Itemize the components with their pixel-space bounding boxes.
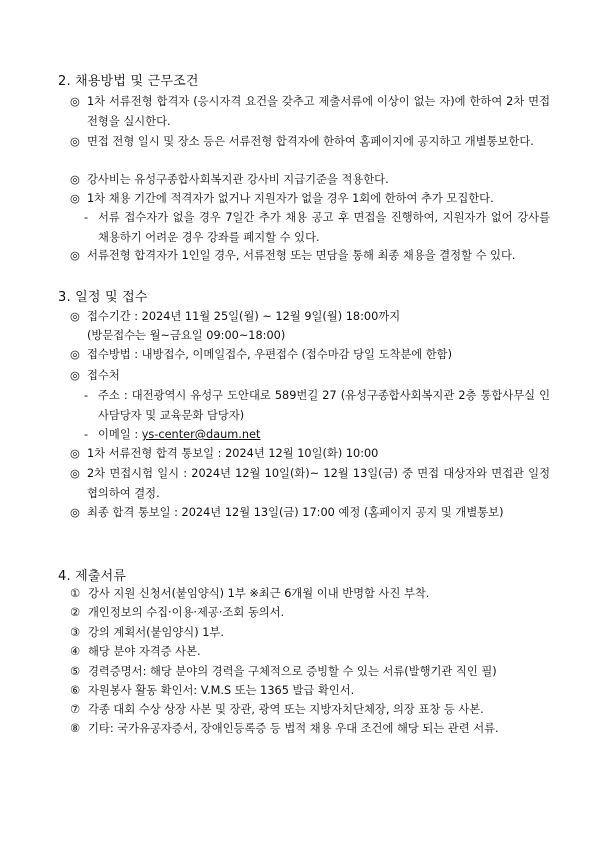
s4-item-1-text: 강사 지원 신청서(붙임양식) 1부 ※최근 6개월 이내 반명함 사진 부착.: [88, 587, 430, 600]
s2-item-2: [70, 132, 550, 152]
bullet-marker: ◎: [70, 369, 80, 382]
s3-interview: [70, 464, 550, 504]
s2-item-2-text: 면접 전형 일시 및 장소 등은 서류전형 합격자에 한하여 홈페이지에 공지하고 개별통보한다.: [87, 135, 534, 148]
bullet-marker: ◎: [70, 135, 80, 148]
bullet-marker: ◎: [70, 95, 80, 108]
s3-email-label: 이메일 :: [98, 428, 142, 441]
dash-marker: -: [84, 389, 89, 402]
s3-address: [84, 386, 550, 426]
s2-item-3: [70, 170, 550, 190]
section-2-title: 2. 채용방법 및 근무조건: [58, 74, 199, 89]
s2-sub-item-text: 서류 접수자가 없을 경우 7일간 추가 채용 공고 후 면접을 진행하여, 지원자가 없어 강사를 채용하기 어려운 경우 강좌를 폐지할 수 있다.: [98, 211, 550, 244]
s2-item-5: [70, 246, 550, 266]
number-marker: ②: [70, 606, 81, 619]
s4-item-8-text: 기타: 국가유공자증서, 장애인등록증 등 법적 채용 우대 조건에 해당 되는 관련 서류.: [88, 722, 499, 735]
s4-item-2-text: 개인정보의 수집·이용·제공·조회 동의서.: [88, 606, 285, 619]
s4-item-5: [70, 662, 497, 682]
s4-item-4: [70, 642, 201, 662]
s3-interview-text: 2차 면접시험 일시 : 2024년 12월 10일(화)~ 12월 13일(금) 중 면접 대상자와 면접관 일정 협의하여 결정.: [87, 467, 550, 500]
s3-first-notice: [70, 444, 550, 464]
s4-item-5-text: 경력증명서: 해당 분야의 경력을 구체적으로 증빙할 수 있는 서류(발행기관 직인 필): [88, 665, 497, 678]
s2-sub-item: [84, 208, 550, 248]
number-marker: ①: [70, 587, 81, 600]
s4-item-3-text: 강의 계획서(붙임양식) 1부.: [88, 626, 224, 639]
bullet-marker: ◎: [70, 173, 80, 186]
s3-period-text: 접수기간 : 2024년 11월 25일(월) ~ 12월 9일(월) 18:00까지: [87, 310, 401, 323]
bullet-marker: ◎: [70, 447, 80, 460]
s2-item-5-text: 서류전형 합격자가 1인일 경우, 서류전형 또는 면담을 통해 최종 채용을 결정할 수 있다.: [87, 249, 516, 262]
bullet-marker: ◎: [70, 506, 80, 519]
dash-marker: -: [84, 428, 89, 441]
section-3-title: 3. 일정 및 접수: [58, 290, 148, 305]
s3-place-text: 접수처: [87, 369, 120, 382]
s2-item-3-text: 강사비는 유성구종합사회복지관 강사비 지급기준을 적용한다.: [87, 173, 389, 186]
s4-item-1: [70, 584, 429, 604]
bullet-marker: ◎: [70, 192, 80, 205]
s3-place: [70, 366, 550, 386]
bullet-marker: ◎: [70, 310, 80, 323]
s3-first-notice-text: 1차 서류전형 합격 통보일 : 2024년 12월 10일(화) 10:00: [87, 447, 379, 460]
s4-item-3: [70, 623, 224, 643]
number-marker: ③: [70, 626, 81, 639]
s2-item-4-text: 1차 채용 기간에 적격자가 없거나 지원자가 없을 경우 1회에 한하여 추가 모집한다.: [87, 192, 494, 205]
s4-item-8: [70, 719, 499, 739]
number-marker: ⑥: [70, 684, 81, 697]
s3-final-notice: [70, 503, 550, 523]
s2-item-1-text: 1차 서류전형 합격자 (응시자격 요건을 갖추고 제출서류에 이상이 없는 자)에 한하여 2차 면접전형을 실시한다.: [87, 95, 550, 128]
bullet-marker: ◎: [70, 249, 80, 262]
s4-item-7-text: 각종 대회 수상 상장 사본 및 장관, 광역 또는 지방자치단체장, 의장 표창 등 사본.: [88, 703, 484, 716]
s4-item-6: [70, 681, 354, 701]
s4-item-7: [70, 700, 484, 720]
s2-item-1: [70, 92, 550, 132]
number-marker: ⑤: [70, 665, 81, 678]
s3-address-text: 주소 : 대전광역시 유성구 도안대로 589번길 27 (유성구종합사회복지관 2층 통합사무실 인사담당자 및 교육문화 담당자): [98, 389, 550, 422]
bullet-marker: ◎: [70, 467, 80, 480]
dash-marker: -: [84, 211, 89, 224]
s4-item-4-text: 해당 분야 자격증 사본.: [88, 645, 201, 658]
email-link[interactable]: ys-center@daum.net: [141, 428, 261, 441]
s3-final-notice-text: 최종 합격 통보일 : 2024년 12월 13일(금) 17:00 예정 (홈페이지 공지 및 개별통보): [87, 506, 504, 519]
s4-item-2: [70, 603, 284, 623]
bullet-marker: ◎: [70, 348, 80, 361]
s3-method-text: 접수방법 : 내방접수, 이메일접수, 우편접수 (접수마감 당일 도착분에 한함): [87, 348, 453, 361]
s3-period: [70, 307, 550, 327]
s3-period-note: (방문접수는 월~금요일 09:00~18:00): [87, 329, 286, 342]
s2-item-4: [70, 189, 550, 209]
s4-item-6-text: 자원봉사 활동 확인서: V.M.S 또는 1365 발급 확인서.: [88, 684, 355, 697]
section-4-title: 4. 제출서류: [58, 569, 127, 584]
s3-method: [70, 345, 550, 365]
s3-email: [84, 425, 550, 445]
number-marker: ⑧: [70, 722, 81, 735]
number-marker: ④: [70, 645, 81, 658]
number-marker: ⑦: [70, 703, 81, 716]
